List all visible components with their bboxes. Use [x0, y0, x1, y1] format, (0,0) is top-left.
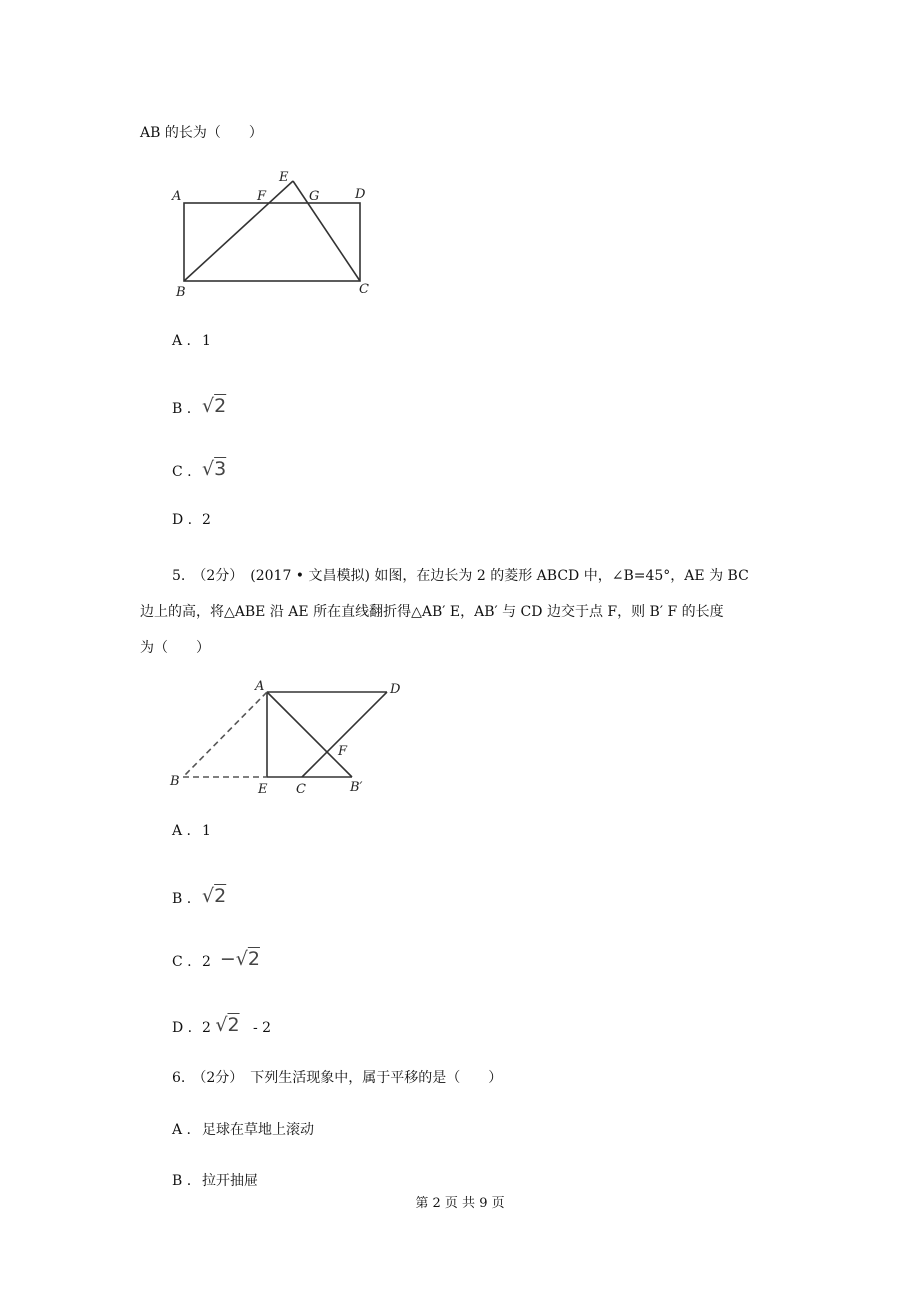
q4-option-a: A . 1: [172, 333, 211, 349]
q5-label-e: E: [258, 782, 268, 797]
q5-option-c: C . 2 −√2: [172, 948, 260, 970]
q5-label-b: B: [170, 774, 180, 789]
q4-label-b: B: [176, 285, 186, 300]
q5-stem-line-1: 5. （2分） (2017 • 文昌模拟) 如图，在边长为 2 的菱形 ABCD 中，∠B=45°，AE 为 BC: [172, 568, 749, 584]
q4-option-b: B . √2: [172, 395, 227, 417]
q4-label-a: A: [172, 189, 182, 204]
q5-stem-line-3: 为（ ）: [140, 640, 210, 656]
q5-label-d: D: [390, 682, 401, 697]
sqrt-icon: −√2: [219, 948, 260, 970]
q6-option-a: A . 足球在草地上滚动: [172, 1122, 314, 1138]
q5-dashed-ab: [183, 692, 267, 777]
sqrt-icon: √2: [202, 885, 227, 907]
sqrt-icon: √2: [202, 395, 227, 417]
q4-stem-tail: AB 的长为（ ）: [140, 125, 263, 141]
sqrt-icon: √3: [202, 458, 227, 480]
q4-label-e: E: [279, 170, 289, 185]
q4-option-d: D . 2: [172, 512, 211, 528]
q4-label-g: G: [309, 189, 320, 204]
q5-label-bprime: B′: [350, 780, 363, 795]
q4-label-c: C: [359, 282, 369, 297]
q6-option-b: B . 拉开抽屉: [172, 1173, 258, 1189]
q4-option-c: C . √3: [172, 458, 227, 480]
q5-segment-abp: [267, 692, 352, 777]
q5-segment-cd: [302, 692, 387, 777]
page-footer: 第 2 页 共 9 页: [415, 1196, 505, 1211]
q5-option-d: D . 2 √2 - 2: [172, 1014, 272, 1036]
q5-label-a: A: [255, 679, 265, 694]
q5-option-b: B . √2: [172, 885, 227, 907]
q6-stem: 6. （2分） 下列生活现象中，属于平移的是（ ）: [172, 1070, 503, 1086]
q4-label-f: F: [257, 189, 267, 204]
sqrt-icon: √2: [215, 1014, 240, 1036]
q4-label-d: D: [355, 187, 366, 202]
q5-label-c: C: [296, 782, 306, 797]
q5-label-f: F: [338, 744, 348, 759]
q5-stem-line-2: 边上的高，将△ABE 沿 AE 所在直线翻折得△AB′ E，AB′ 与 CD 边交于点 F，则 B′ F 的长度: [140, 604, 724, 620]
q5-option-a: A . 1: [172, 823, 211, 839]
